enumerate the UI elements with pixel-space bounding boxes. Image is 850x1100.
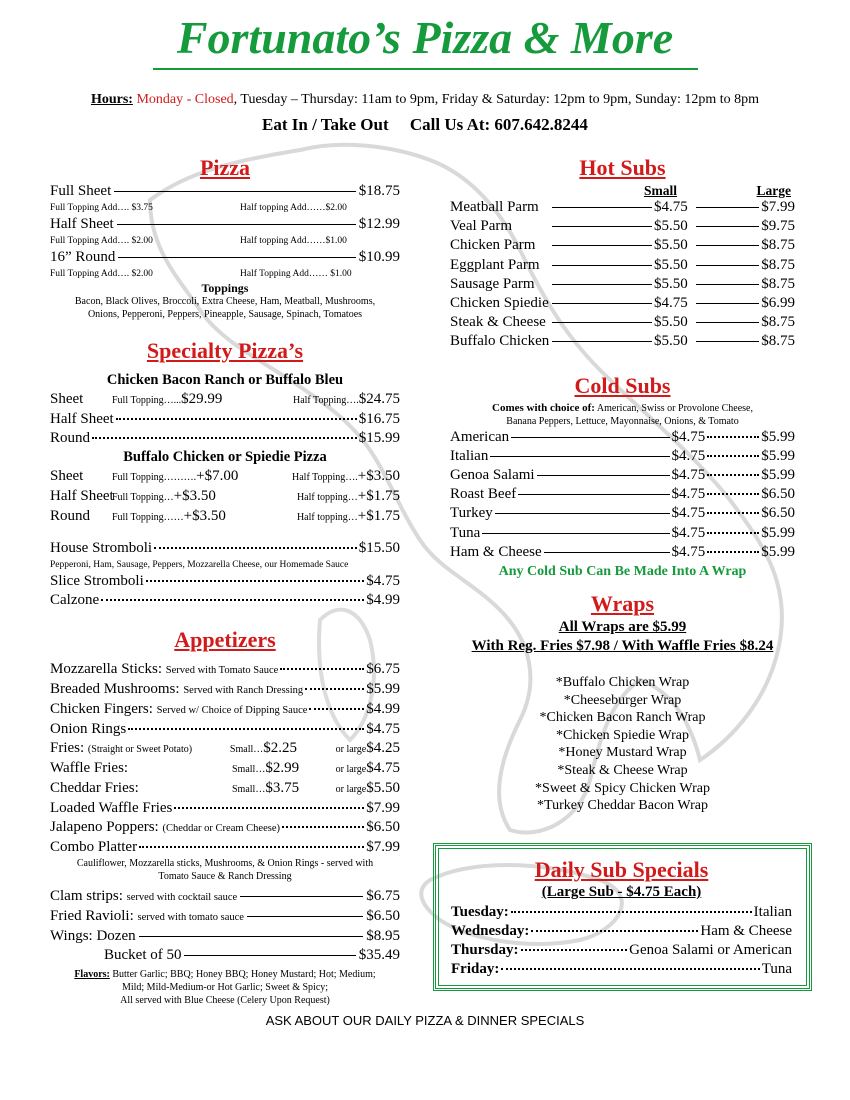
item-name: Genoa Salami bbox=[450, 467, 535, 484]
large-price: $5.50 bbox=[366, 780, 400, 796]
large-price: $6.50 bbox=[761, 505, 795, 522]
half-label: Half topping… bbox=[296, 492, 358, 503]
day-label: Wednesday: bbox=[451, 923, 530, 939]
leader-dots bbox=[707, 455, 759, 457]
flavors-line-2: Mild; Mild-Medium-or Hot Garlic; Sweet & Spicy; bbox=[121, 982, 329, 993]
item-name: Combo Platter bbox=[50, 839, 138, 855]
hours-line bbox=[0, 92, 850, 108]
leader-dots bbox=[707, 436, 759, 438]
item-name: Half Sheet bbox=[50, 411, 114, 427]
flavors-line-3: All served with Blue Cheese (Celery Upon Request) bbox=[120, 995, 330, 1006]
item-price: $10.99 bbox=[358, 249, 400, 265]
wrap-item: *Chicken Bacon Ranch Wrap bbox=[539, 710, 706, 726]
special-item: Tuna bbox=[761, 961, 792, 977]
appetizer-row bbox=[50, 680, 400, 700]
item-price: $15.99 bbox=[358, 430, 400, 446]
daily-specials-subtitle: (Large Sub - $4.75 Each) bbox=[541, 884, 702, 900]
large-price: $5.99 bbox=[761, 467, 795, 484]
item-name: Buffalo Chicken bbox=[450, 333, 550, 350]
item-name: Breaded Mushrooms: bbox=[50, 681, 180, 697]
leader-line bbox=[552, 284, 652, 285]
leader-dots bbox=[280, 668, 364, 670]
leader-line bbox=[544, 552, 670, 553]
leader-dots bbox=[707, 493, 759, 495]
item-note: Served w/ Choice of Dipping Sauce bbox=[156, 705, 308, 716]
wrap-item: *Cheeseburger Wrap bbox=[563, 692, 682, 708]
cold-sub-row bbox=[450, 466, 795, 485]
small-label: Small… bbox=[229, 744, 264, 755]
wings-row bbox=[50, 927, 400, 946]
item-price: $4.75 bbox=[366, 573, 400, 589]
wrap-item: *Chicken Spiedie Wrap bbox=[556, 727, 689, 743]
specialty-topping-row bbox=[50, 487, 400, 507]
small-price: $3.75 bbox=[265, 780, 300, 796]
full-label: Full Topping… bbox=[112, 492, 174, 503]
full-price: $29.99 bbox=[181, 391, 223, 407]
hours-closed: Monday - Closed bbox=[136, 92, 234, 107]
clam-row bbox=[50, 887, 400, 907]
wrap-item: *Honey Mustard Wrap bbox=[558, 745, 687, 761]
hot-sub-row bbox=[450, 217, 795, 236]
leader-line bbox=[696, 226, 759, 227]
contact-line bbox=[0, 115, 850, 135]
large-price: $6.50 bbox=[761, 486, 795, 503]
leader-line bbox=[552, 341, 652, 342]
item-name: Roast Beef bbox=[450, 486, 517, 503]
specialty-sub-1: Chicken Bacon Ranch or Buffalo Bleu bbox=[106, 372, 344, 388]
item-price: $6.50 bbox=[366, 908, 400, 924]
cold-sub-row bbox=[450, 485, 795, 504]
hot-subs-list bbox=[450, 198, 795, 352]
cold-subs-list bbox=[450, 428, 795, 562]
large-price: $8.75 bbox=[761, 333, 795, 350]
leader-line bbox=[696, 303, 759, 304]
item-name: Sheet bbox=[50, 391, 84, 407]
item-name: Onion Rings bbox=[50, 721, 127, 737]
item-name: Waffle Fries: bbox=[50, 760, 129, 776]
item-note: Served with Tomato Sauce bbox=[165, 665, 279, 676]
topping-prices bbox=[50, 267, 400, 281]
leader-line bbox=[495, 513, 670, 514]
hot-sub-row bbox=[450, 313, 795, 332]
leader-line bbox=[490, 456, 669, 457]
eat-in-take-out: Eat In / Take Out bbox=[262, 115, 389, 134]
wrap-item: *Steak & Cheese Wrap bbox=[557, 763, 688, 779]
small-price: $5.50 bbox=[654, 275, 688, 292]
half-price: +$1.75 bbox=[357, 488, 400, 504]
flavors-text-1: Butter Garlic; BBQ; Honey BBQ; Honey Mustard; Hot; Medium; bbox=[112, 969, 376, 980]
hot-sub-row bbox=[450, 332, 795, 351]
small-price: $2.25 bbox=[263, 740, 298, 756]
item-price: $12.99 bbox=[358, 216, 400, 232]
item-name: 16” Round bbox=[50, 249, 116, 265]
leader-line bbox=[696, 245, 759, 246]
full-price: +$3.50 bbox=[173, 488, 216, 504]
half-topping-price: Half Topping Add…… $1.00 bbox=[240, 269, 352, 279]
small-price: $4.75 bbox=[671, 543, 706, 560]
large-price: $8.75 bbox=[761, 256, 795, 273]
full-label: Full Topping………. bbox=[112, 472, 197, 483]
item-note: served with cocktail sauce bbox=[126, 892, 238, 903]
leader-line bbox=[552, 322, 652, 323]
daily-special-row bbox=[451, 960, 792, 979]
large-price: $5.99 bbox=[761, 543, 795, 560]
large-price: $5.99 bbox=[761, 428, 795, 445]
item-price: $4.99 bbox=[366, 701, 400, 717]
day-label: Thursday: bbox=[451, 942, 519, 958]
leader-dots bbox=[305, 688, 364, 690]
small-price: $5.50 bbox=[654, 256, 688, 273]
item-name: Jalapeno Poppers: bbox=[50, 819, 159, 835]
full-label: Full Topping…... bbox=[112, 395, 182, 406]
item-name: Slice Stromboli bbox=[50, 573, 144, 589]
stromboli-row bbox=[50, 539, 400, 558]
leader-line bbox=[518, 494, 669, 495]
item-name: Mozzarella Sticks: bbox=[50, 661, 163, 677]
wrap-item: *Sweet & Spicy Chicken Wrap bbox=[535, 780, 710, 796]
item-name: Chicken Spiedie bbox=[450, 295, 549, 312]
item-name: Bucket of 50 bbox=[104, 947, 182, 963]
sized-appetizer-row bbox=[50, 779, 400, 799]
cold-sub-row bbox=[450, 504, 795, 523]
large-price: $7.99 bbox=[761, 199, 795, 215]
daily-specials-heading: Daily Sub Specials bbox=[534, 857, 709, 882]
leader-line bbox=[552, 207, 652, 208]
item-price: $35.49 bbox=[358, 947, 400, 963]
item-name: House Stromboli bbox=[50, 540, 153, 556]
item-name: Steak & Cheese bbox=[450, 314, 546, 331]
special-item: Ham & Cheese bbox=[700, 923, 792, 939]
item-name: Veal Parm bbox=[450, 218, 513, 235]
cold-choice-line-1 bbox=[450, 402, 795, 415]
item-name: Sheet bbox=[50, 468, 84, 484]
ravioli-row bbox=[50, 907, 400, 927]
leader-dots bbox=[707, 474, 759, 476]
item-name: Half Sheet bbox=[50, 488, 114, 504]
half-topping-price: Half topping Add……$1.00 bbox=[240, 236, 347, 246]
daily-specials-list bbox=[451, 903, 792, 979]
leader-dots bbox=[309, 708, 364, 710]
half-price: +$3.50 bbox=[357, 468, 400, 484]
toppings-line-2: Onions, Pepperoni, Peppers, Pineapple, Sausage, Spinach, Tomatoes bbox=[87, 309, 363, 320]
pizza-item-row bbox=[50, 248, 400, 267]
small-price: $4.75 bbox=[671, 486, 706, 503]
appetizer-list bbox=[50, 660, 400, 739]
cold-sub-row bbox=[450, 447, 795, 466]
full-topping-price: Full Topping Add…. $2.00 bbox=[50, 236, 153, 246]
small-price: $4.75 bbox=[654, 199, 688, 215]
leader-line bbox=[537, 475, 670, 476]
large-price: $8.75 bbox=[761, 275, 795, 292]
item-price: $7.99 bbox=[366, 839, 400, 855]
half-label: Half Topping…. bbox=[292, 395, 359, 406]
flavors-line-1 bbox=[50, 968, 400, 981]
wrap-item: *Buffalo Chicken Wrap bbox=[555, 675, 690, 691]
toppings-heading: Toppings bbox=[201, 281, 249, 295]
large-price: $8.75 bbox=[761, 237, 795, 254]
topping-prices bbox=[50, 234, 400, 248]
phone-number[interactable]: Call Us At: 607.642.8244 bbox=[409, 115, 588, 134]
slice-stromboli-row bbox=[50, 572, 400, 591]
appetizer-row bbox=[50, 720, 400, 739]
half-price: +$1.75 bbox=[357, 508, 400, 524]
half-price: $24.75 bbox=[358, 391, 400, 407]
item-name: Fries: bbox=[50, 740, 85, 756]
specialty-round-row bbox=[50, 429, 400, 448]
large-price: $8.75 bbox=[761, 314, 795, 331]
cold-choice-line-2: Banana Peppers, Lettuce, Mayonnaise, Onions, & Tomato bbox=[506, 415, 739, 427]
leader-line bbox=[552, 265, 652, 266]
item-name: Sausage Parm bbox=[450, 275, 535, 292]
hot-sub-row bbox=[450, 294, 795, 313]
item-note: (Cheddar or Cream Cheese) bbox=[162, 823, 280, 834]
topping-prices bbox=[50, 201, 400, 215]
leader-dots bbox=[128, 728, 364, 730]
sized-appetizer-row bbox=[50, 739, 400, 759]
item-name: Half Sheet bbox=[50, 216, 114, 232]
daily-specials-box bbox=[435, 845, 810, 989]
large-price: $6.99 bbox=[761, 295, 795, 312]
cold-sub-row bbox=[450, 543, 795, 562]
item-name: Full Sheet bbox=[50, 183, 112, 199]
leader-dots bbox=[521, 949, 628, 951]
hot-subs-size-header bbox=[450, 184, 795, 198]
small-price: $5.50 bbox=[654, 237, 688, 254]
item-name: Wings: Dozen bbox=[50, 928, 136, 944]
flavors-label: Flavors: bbox=[74, 969, 110, 980]
item-name: Cheddar Fries: bbox=[50, 780, 139, 796]
small-price: $4.75 bbox=[671, 505, 706, 522]
specialty-sub-2: Buffalo Chicken or Spiedie Pizza bbox=[123, 449, 327, 465]
small-price: $5.50 bbox=[654, 218, 688, 235]
small-label: Small… bbox=[232, 764, 266, 775]
item-price: $18.75 bbox=[358, 183, 400, 199]
item-note: served with tomato sauce bbox=[137, 912, 244, 923]
specialty-topping-row bbox=[50, 507, 400, 527]
item-name: Round bbox=[50, 430, 91, 446]
daily-special-row bbox=[451, 922, 792, 941]
leader-line bbox=[696, 284, 759, 285]
appetizer-row bbox=[50, 660, 400, 680]
small-price: $4.75 bbox=[671, 524, 706, 541]
leader-line bbox=[696, 322, 759, 323]
item-name: Italian bbox=[450, 447, 489, 464]
item-price: $6.75 bbox=[366, 661, 400, 677]
leader-line bbox=[118, 257, 355, 258]
item-price: $4.99 bbox=[366, 592, 400, 608]
small-price: $5.50 bbox=[654, 314, 688, 331]
leader-line bbox=[696, 265, 759, 266]
hot-sub-row bbox=[450, 256, 795, 275]
hours-label: Hours: bbox=[90, 92, 133, 107]
small-price: $4.75 bbox=[671, 467, 706, 484]
leader-dots bbox=[707, 512, 759, 514]
calzone-row bbox=[50, 591, 400, 610]
half-label: Half Topping…. bbox=[292, 472, 358, 483]
pizza-heading: Pizza bbox=[199, 155, 251, 180]
item-name: Clam strips: bbox=[50, 888, 123, 904]
leader-line bbox=[696, 207, 759, 208]
daily-special-row bbox=[451, 941, 792, 960]
large-price: $4.75 bbox=[366, 760, 400, 776]
small-price: $4.75 bbox=[654, 295, 688, 312]
leader-line bbox=[117, 224, 356, 225]
cold-sub-row bbox=[450, 524, 795, 543]
special-item: Genoa Salami or American bbox=[629, 942, 792, 958]
item-price: $16.75 bbox=[358, 411, 400, 427]
title-underline bbox=[153, 68, 698, 70]
item-name: Turkey bbox=[450, 505, 493, 522]
hot-sub-row bbox=[450, 198, 795, 217]
specialty-topping-row bbox=[50, 467, 400, 487]
item-note: (Straight or Sweet Potato) bbox=[87, 744, 193, 755]
item-name: Meatball Parm bbox=[450, 199, 539, 215]
full-price: +$3.50 bbox=[183, 508, 226, 524]
bucket-row bbox=[50, 946, 400, 965]
small-price: $5.50 bbox=[654, 333, 688, 350]
choice-label: Comes with choice of: bbox=[492, 401, 595, 414]
item-name: Round bbox=[50, 508, 91, 524]
half-topping-price: Half topping Add……$2.00 bbox=[240, 203, 347, 213]
wraps-heading: Wraps bbox=[590, 591, 655, 617]
leader-line bbox=[482, 533, 669, 534]
large-price: $9.75 bbox=[761, 218, 795, 235]
sized-appetizer-list bbox=[50, 739, 400, 799]
item-price: $6.75 bbox=[366, 888, 400, 904]
small-label: Small… bbox=[232, 784, 266, 795]
leader-dots bbox=[511, 911, 752, 913]
small-price: $4.75 bbox=[671, 447, 706, 464]
item-name: Calzone bbox=[50, 592, 100, 608]
item-note: Served with Ranch Dressing bbox=[183, 685, 304, 696]
item-name: American bbox=[450, 428, 510, 445]
choice-text-1: American, Swiss or Provolone Cheese, bbox=[596, 402, 753, 414]
full-label: Full Topping…… bbox=[112, 512, 184, 523]
specialty-sheet-row bbox=[50, 390, 400, 410]
day-label: Friday: bbox=[451, 961, 500, 977]
leader-line bbox=[552, 245, 652, 246]
wrap-item: *Turkey Cheddar Bacon Wrap bbox=[537, 798, 708, 814]
leader-dots bbox=[501, 968, 759, 970]
stromboli-note: Pepperoni, Ham, Sausage, Peppers, Mozzarella Cheese, our Homemade Sauce bbox=[50, 560, 349, 570]
large-label: Large bbox=[756, 183, 791, 198]
hours-rest: , Tuesday – Thursday: 11am to 9pm, Friday & Saturday: 12pm to 9pm, Sunday: 12pm to 8pm bbox=[233, 92, 760, 107]
large-label: or large bbox=[335, 744, 367, 755]
wraps-list bbox=[450, 674, 795, 815]
wrap-note: Any Cold Sub Can Be Made Into A Wrap bbox=[498, 564, 747, 580]
hot-subs-heading: Hot Subs bbox=[579, 155, 666, 180]
item-price: $5.99 bbox=[366, 681, 400, 697]
large-label: or large bbox=[335, 784, 367, 795]
large-price: $5.99 bbox=[761, 524, 795, 541]
pizza-item-row bbox=[50, 182, 400, 201]
footer-note: ASK ABOUT OUR DAILY PIZZA & DINNER SPECIALS bbox=[265, 1013, 585, 1028]
hot-sub-row bbox=[450, 275, 795, 294]
item-name: Eggplant Parm bbox=[450, 256, 540, 273]
cold-subs-heading: Cold Subs bbox=[574, 372, 671, 398]
large-label: or large bbox=[335, 764, 367, 775]
loaded-waffle-row bbox=[50, 799, 400, 818]
full-topping-price: Full Topping Add…. $3.75 bbox=[50, 203, 153, 213]
appetizer-row bbox=[50, 700, 400, 720]
item-name: Loaded Waffle Fries bbox=[50, 800, 173, 816]
toppings-line-1: Bacon, Black Olives, Broccoli, Extra Cheese, Ham, Meatball, Mushrooms, bbox=[74, 296, 376, 307]
jalapeno-row bbox=[50, 818, 400, 838]
leader-dots bbox=[531, 930, 698, 932]
pizza-item-row bbox=[50, 215, 400, 234]
small-price: $4.75 bbox=[671, 428, 706, 445]
wraps-fries-line: With Reg. Fries $7.98 / With Waffle Fries $8.24 bbox=[471, 638, 774, 655]
right-column bbox=[450, 154, 795, 815]
combo-row bbox=[50, 838, 400, 857]
item-price: $6.50 bbox=[366, 819, 400, 835]
small-price: $2.99 bbox=[265, 760, 300, 776]
full-price: +$7.00 bbox=[196, 468, 239, 484]
item-price: $4.75 bbox=[366, 721, 400, 737]
restaurant-title: Fortunato’s Pizza & More bbox=[176, 12, 674, 63]
daily-special-row bbox=[451, 903, 792, 922]
item-price: $15.50 bbox=[358, 540, 400, 556]
sized-appetizer-row bbox=[50, 759, 400, 779]
item-name: Chicken Fingers: bbox=[50, 701, 153, 717]
item-name: Tuna bbox=[450, 524, 481, 541]
item-price: $8.95 bbox=[366, 928, 400, 944]
specialty-half-sheet-row bbox=[50, 410, 400, 429]
leader-line bbox=[511, 437, 669, 438]
leader-line bbox=[696, 341, 759, 342]
leader-dots bbox=[707, 532, 759, 534]
leader-line bbox=[114, 191, 355, 192]
appetizers-heading: Appetizers bbox=[174, 627, 276, 652]
full-topping-price: Full Topping Add…. $2.00 bbox=[50, 269, 153, 279]
hot-sub-row bbox=[450, 236, 795, 255]
pizza-list bbox=[50, 182, 400, 281]
leader-dots bbox=[707, 551, 759, 553]
cold-sub-row bbox=[450, 428, 795, 447]
item-name: Chicken Parm bbox=[450, 237, 536, 254]
item-name: Ham & Cheese bbox=[450, 543, 542, 560]
item-price: $7.99 bbox=[366, 800, 400, 816]
special-item: Italian bbox=[753, 904, 792, 920]
left-column bbox=[50, 154, 400, 1007]
large-price: $5.99 bbox=[761, 447, 795, 464]
combo-note-1: Cauliflower, Mozzarella sticks, Mushrooms, & Onion Rings - served with bbox=[76, 858, 374, 869]
leader-line bbox=[552, 226, 652, 227]
small-label: Small bbox=[644, 183, 678, 198]
leader-line bbox=[552, 303, 652, 304]
large-price: $4.25 bbox=[366, 740, 400, 756]
half-label: Half topping… bbox=[296, 512, 358, 523]
day-label: Tuesday: bbox=[451, 904, 509, 920]
specialty-heading: Specialty Pizza’s bbox=[146, 338, 304, 363]
combo-note-2: Tomato Sauce & Ranch Dressing bbox=[158, 871, 292, 882]
wraps-price-line: All Wraps are $5.99 bbox=[558, 619, 687, 636]
buffalo-spiedie-list bbox=[50, 467, 400, 527]
item-name: Fried Ravioli: bbox=[50, 908, 134, 924]
